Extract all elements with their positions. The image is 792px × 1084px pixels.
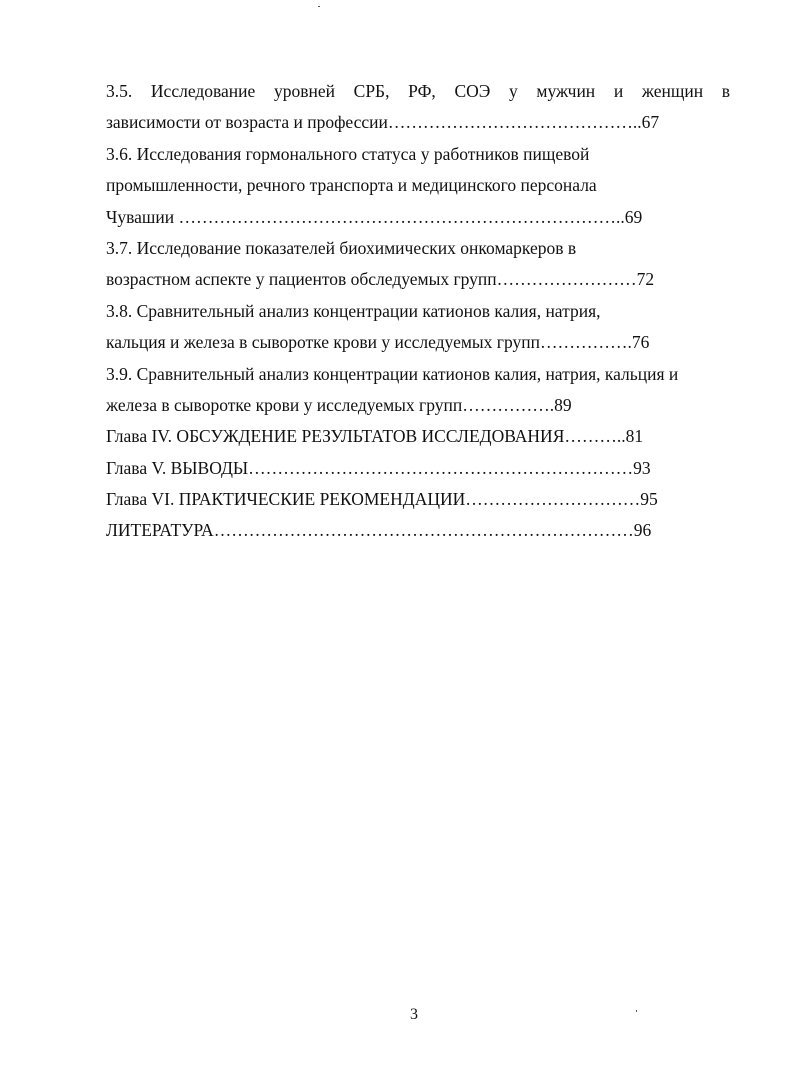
toc-line: ЛИТЕРАТУРА………………………………………………………………96 (106, 520, 652, 541)
toc-line: 3.9. Сравнительный анализ концентрации катионов калия, натрия, кальция и (106, 363, 679, 384)
toc-line: Глава V. ВЫВОДЫ…………………………………………………………93 (106, 457, 651, 478)
toc-line: железа в сыворотке крови у исследуемых групп…………….89 (106, 394, 572, 415)
toc-line: промышленности, речного транспорта и медицинского персонала (106, 175, 597, 196)
toc-line: 3.7. Исследование показателей биохимических онкомаркеров в (106, 237, 577, 258)
toc-line: 3.8. Сравнительный анализ концентрации катионов калия, натрия, (106, 300, 601, 321)
toc-line: 3.5. Исследование уровней СРБ, РФ, СОЭ у мужчин и женщин в (106, 81, 730, 101)
toc-line: возрастном аспекте у пациентов обследуемых групп……………………72 (106, 269, 655, 290)
page-number: 3 (410, 1006, 418, 1023)
scan-speck (318, 6, 320, 7)
toc-line: 3.6. Исследования гормонального статуса у работников пищевой (106, 143, 590, 164)
toc-line: зависимости от возраста и профессии……………………………………..67 (106, 112, 660, 133)
toc-line: Чувашии …………………………………………………………………..69 (106, 206, 643, 227)
toc-line: Глава IV. ОБСУЖДЕНИЕ РЕЗУЛЬТАТОВ ИССЛЕДОВАНИЯ………..81 (106, 426, 644, 447)
toc-line: Глава VI. ПРАКТИЧЕСКИЕ РЕКОМЕНДАЦИИ…………………………95 (106, 489, 658, 510)
table-of-contents (106, 76, 730, 547)
toc-line: кальция и железа в сыворотке крови у исследуемых групп…………….76 (106, 332, 650, 353)
